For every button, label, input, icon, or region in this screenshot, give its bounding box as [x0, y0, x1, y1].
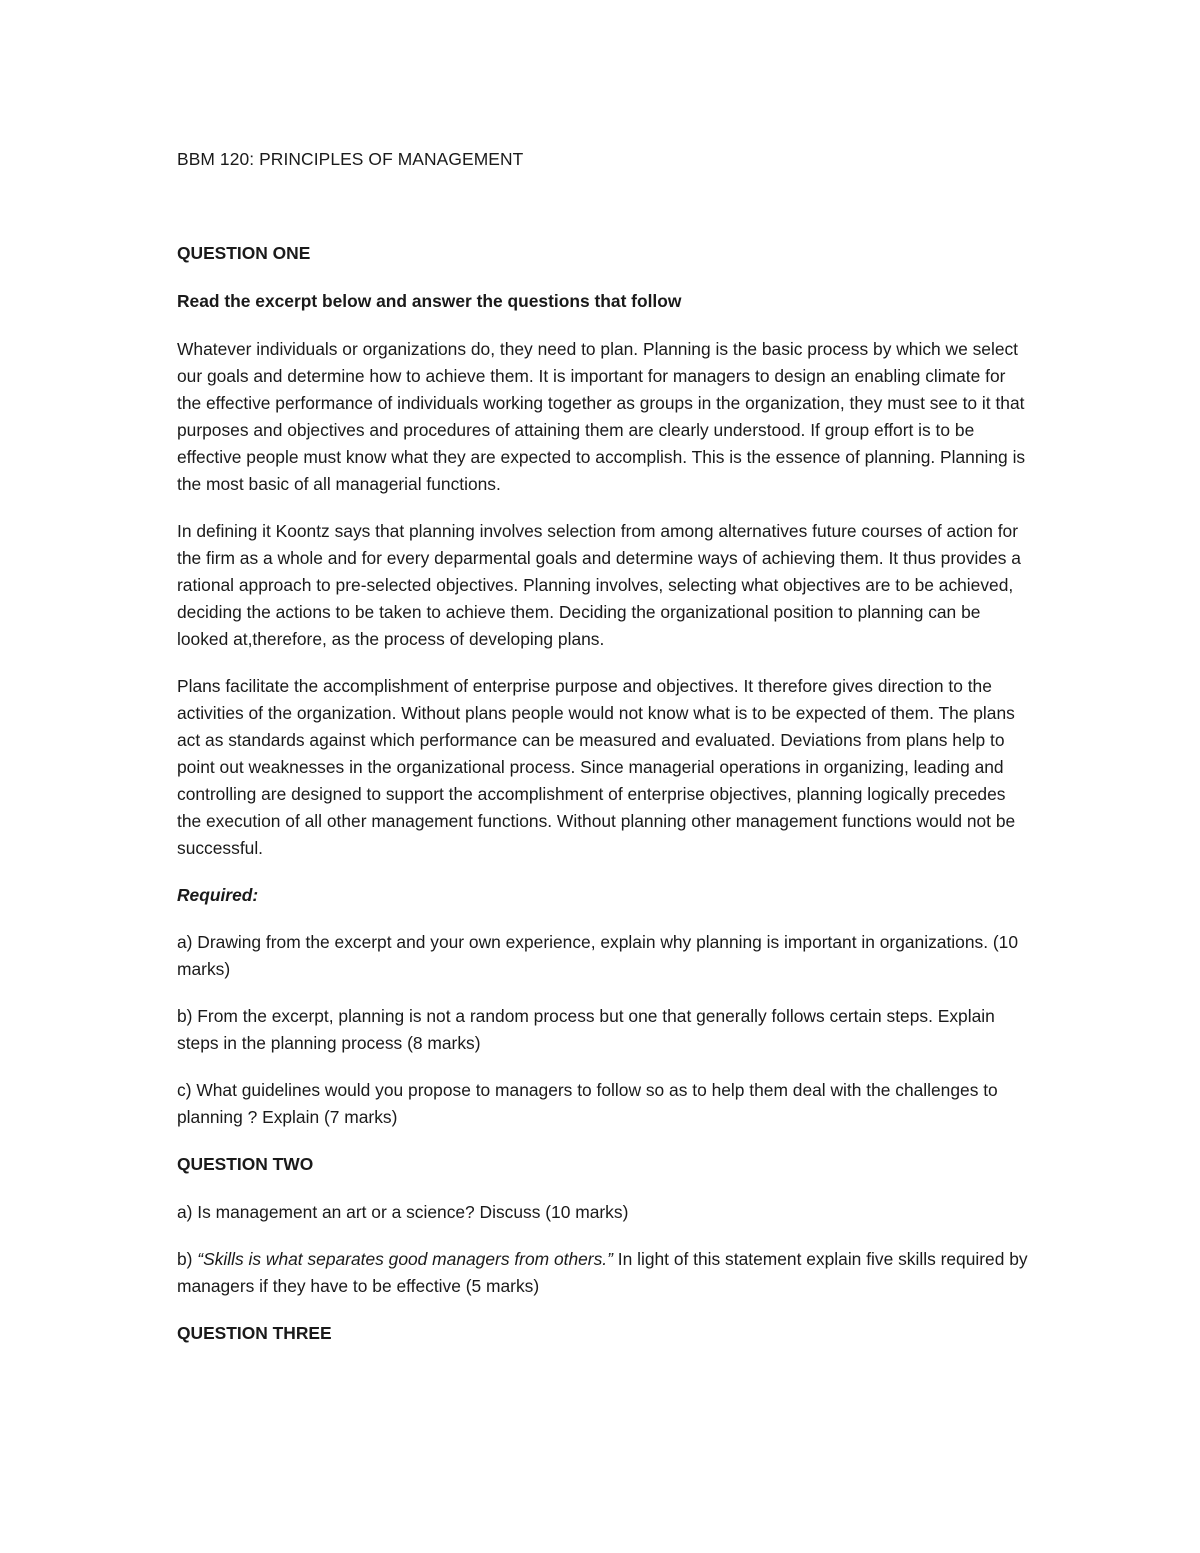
- question-two-item-b-quote: “Skills is what separates good managers from others.”: [197, 1249, 613, 1269]
- required-label: Required:: [177, 885, 259, 905]
- document-body: [177, 146, 1029, 1368]
- question-one-item-a: a) Drawing from the excerpt and your own experience, explain why planning is important in organizations. (10 marks): [177, 932, 1018, 979]
- question-one-item-c: c) What guidelines would you propose to managers to follow so as to help them deal with the challenges to planning ? Explain (7 marks): [177, 1080, 998, 1127]
- question-two-item-b-text: In light of this statement explain five skills required by managers if they have to be effective (5 marks): [177, 1249, 1028, 1296]
- question-one-instruction: Read the excerpt below and answer the questions that follow: [177, 291, 682, 311]
- question-two-item-b: [177, 1246, 1029, 1300]
- question-three-heading: QUESTION THREE: [177, 1323, 332, 1343]
- course-title: BBM 120: PRINCIPLES OF MANAGEMENT: [177, 149, 524, 169]
- question-two-item-a: a) Is management an art or a science? Discuss (10 marks): [177, 1202, 629, 1222]
- excerpt-paragraph-2: In defining it Koontz says that planning involves selection from among alternatives future courses of action for the firm as a whole and for every deparmental goals and determine ways of achieving them. It thus provides a rational approach to pre-selected objectives. Planning involves, selecting what objectives are to be achieved, deciding the actions to be taken to achieve them. Deciding the organizational position to planning can be looked at,therefore, as the process of developing plans.: [177, 521, 1021, 649]
- excerpt-paragraph-1: Whatever individuals or organizations do, they need to plan. Planning is the basic process by which we select our goals and determine how to achieve them. It is important for managers to design an enabling climate for the effective performance of individuals working together as groups in the organization, they must see to it that purposes and objectives and procedures of attaining them are clearly understood. If group effort is to be effective people must know what they are expected to accomplish. This is the essence of planning. Planning is the most basic of all managerial functions.: [177, 339, 1026, 494]
- question-one-item-b: b) From the excerpt, planning is not a random process but one that generally follows certain steps. Explain steps in the planning process (8 marks): [177, 1006, 995, 1053]
- question-two-item-b-prefix: b): [177, 1249, 198, 1269]
- excerpt-paragraph-3: Plans facilitate the accomplishment of enterprise purpose and objectives. It therefore gives direction to the activities of the organization. Without plans people would not know what is to be expected of them. The plans act as standards against which performance can be measured and evaluated. Deviations from plans help to point out weaknesses in the organizational process. Since managerial operations in organizing, leading and controlling are designed to support the accomplishment of enterprise objectives, planning logically precedes the execution of all other management functions. Without planning other management functions would not be successful.: [177, 676, 1016, 858]
- question-two-heading: QUESTION TWO: [177, 1154, 314, 1174]
- question-one-heading: QUESTION ONE: [177, 243, 311, 263]
